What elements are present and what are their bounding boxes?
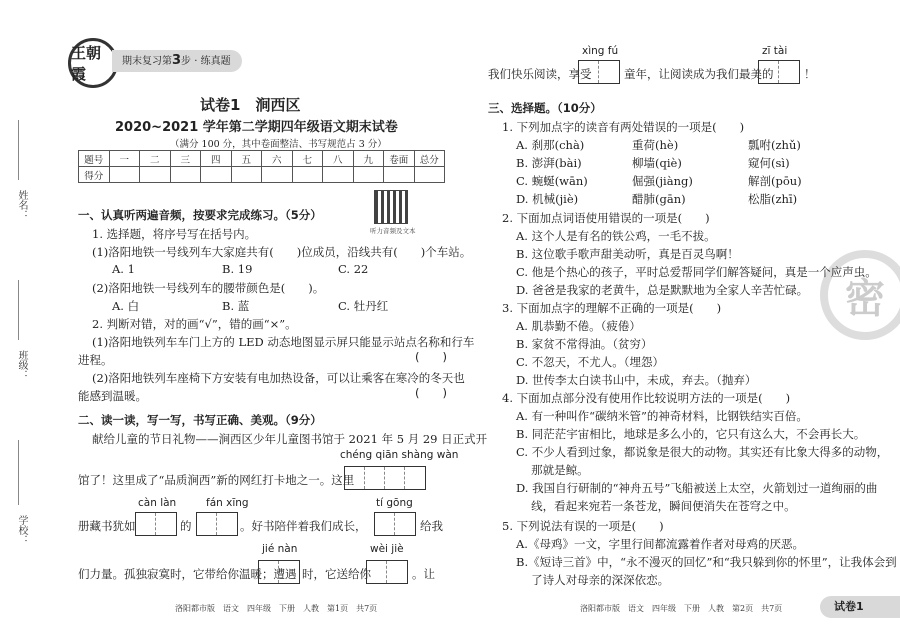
s2-para3a: 册藏书犹如 <box>78 519 136 533</box>
pinyin-xingfu: xìng fú <box>582 45 619 57</box>
s1-q1-2-opt-c: C. 牡丹红 <box>338 299 389 313</box>
s1-q1-2-opt-b: B. 蓝 <box>222 299 250 313</box>
name-line <box>18 120 19 180</box>
score-header-cell: 九 <box>353 151 384 167</box>
class-line <box>18 280 19 340</box>
writing-boxes-7[interactable] <box>578 60 620 84</box>
logo-text: 王朝霞 <box>71 44 102 83</box>
pinyin-fanxing: fán xīng <box>206 497 249 509</box>
s2-para4c: 。让 <box>412 567 435 581</box>
s1-q2-2b: 能感到温暖。 <box>78 389 147 403</box>
s1-q1-1-opt-c: C. 22 <box>338 262 369 276</box>
q4-option: 那就是鲸。 <box>516 463 589 477</box>
q1-option: C. 蜿蜒(wān) <box>516 174 588 188</box>
s2-para1: 献给儿童的节日礼物——涧西区少年儿童图书馆于 2021 年 5 月 29 日正式开 <box>92 432 488 446</box>
s1-q2-1b: 进程。 <box>78 353 113 367</box>
q3-option: B. 家贫不常得油。（贫穷） <box>516 337 653 351</box>
q4-option: A. 有一种叫作“碳纳米管”的神奇材料，比钢铁结实百倍。 <box>516 409 808 423</box>
seal-text: 密 <box>845 274 885 322</box>
score-value-row <box>79 167 445 183</box>
score-header-cell: 五 <box>231 151 262 167</box>
pinyin-tigong: tí gōng <box>376 497 413 509</box>
score-header-cell: 总分 <box>414 151 445 167</box>
q5-option: 了诗人对母亲的深深依恋。 <box>516 573 670 587</box>
banner-step: 3 <box>172 53 182 68</box>
score-cell[interactable] <box>109 167 140 183</box>
pinyin-weijie: wèi jiè <box>370 543 404 555</box>
qr-code <box>374 190 408 224</box>
s2-para3d: 给我 <box>420 519 443 533</box>
school-field-label: 学校： <box>16 515 27 545</box>
writing-boxes-8[interactable] <box>758 60 800 84</box>
paper-note: （满分 100 分，其中卷面整洁、书写规范占 3 分） <box>170 139 387 150</box>
s1-q2-2-answer[interactable]: ( ) <box>415 386 447 400</box>
writing-boxes-3[interactable] <box>196 512 238 536</box>
paper-tag: 试卷1 <box>820 596 900 618</box>
section-1-heading: 一、认真听两遍音频，按要求完成练习。（5分） <box>78 208 322 222</box>
r-line1a: 我们快乐阅读，享受 <box>488 67 592 81</box>
q1-option: 瓢咐(zhǔ) <box>748 138 801 152</box>
q5: 5. 下列说法有误的一项是( ) <box>502 519 664 533</box>
section-3-heading: 三、选择题。（10分） <box>488 101 602 115</box>
writing-boxes-6[interactable] <box>366 560 408 584</box>
writing-boxes-2[interactable] <box>135 512 177 536</box>
score-header-cell: 三 <box>170 151 201 167</box>
class-field-label: 班级： <box>16 350 27 380</box>
score-cell[interactable] <box>414 167 445 183</box>
q3: 3. 下面加点字的理解不正确的一项是( ) <box>502 301 722 315</box>
paper-subtitle: 2020~2021 学年第二学期四年级语文期末试卷 <box>115 120 398 135</box>
s1-q1-1-opt-b: B. 19 <box>222 262 253 276</box>
score-header-cell: 四 <box>201 151 232 167</box>
q4-option: 线，看起来宛若一条苍龙，瞬间便消失在苍穹之中。 <box>516 499 796 513</box>
q1-option: B. 澎湃(bài) <box>516 156 582 170</box>
banner-suffix: 步 · 练真题 <box>181 56 231 67</box>
s1-q1-1: (1)洛阳地铁一号线列车大家庭共有( )位成员，沿线共有( )个车站。 <box>92 245 472 259</box>
q1-option: 松脂(zhī) <box>748 192 798 206</box>
q3-option: D. 世传李太白读书山中，未成，弃去。（抛弃） <box>516 373 757 387</box>
score-cell[interactable] <box>201 167 232 183</box>
score-table <box>78 150 445 183</box>
pinyin-jienan: jié nàn <box>262 543 298 555</box>
q2-option: B. 这位歌手歌声甜美动听，真是百灵鸟啊！ <box>516 247 739 261</box>
q2-option: C. 他是个热心的孩子，平时总爱帮同学们解答疑问，真是一个应声虫。 <box>516 265 877 279</box>
paper-title: 试卷1 涧西区 <box>200 96 301 114</box>
q4-option: C. 不少人看到过象，都说象是很大的动物。其实还有比象大得多的动物， <box>516 445 889 459</box>
score-cell[interactable] <box>231 167 262 183</box>
score-cell[interactable] <box>323 167 354 183</box>
q1-option: 柳墙(qiè) <box>632 156 682 170</box>
q3-option: A. 肌恭勤不倦。（疲倦） <box>516 319 641 333</box>
banner-prefix: 期末复习第 <box>122 56 172 67</box>
score-header-cell: 八 <box>323 151 354 167</box>
q2-option: D. 爸爸是我家的老黄牛，总是默默地为全家人辛苦忙碌。 <box>516 283 809 297</box>
s1-q1-1-opt-a: A. 1 <box>112 262 135 276</box>
score-header-cell: 一 <box>109 151 140 167</box>
s1-q2-2a: (2)洛阳地铁列车座椅下方安装有电加热设备，可以让乘客在寒冷的冬天也 <box>92 371 465 385</box>
s1-q2-1a: (1)洛阳地铁列车车门上方的 LED 动态地图显示屏只能显示站点名称和行车 <box>92 335 475 349</box>
q1-option: 窥何(sì) <box>748 156 790 170</box>
q1: 1. 下列加点字的读音有两处错误的一项是( ) <box>502 120 745 134</box>
score-cell[interactable] <box>170 167 201 183</box>
s1-q1: 1. 选择题，将序号写在括号内。 <box>92 227 257 241</box>
score-header-cell: 题号 <box>79 151 110 167</box>
s1-q1-2-opt-a: A. 白 <box>112 299 140 313</box>
score-header-cell: 七 <box>292 151 323 167</box>
writing-boxes-1[interactable] <box>344 466 426 490</box>
pinyin-chengqianshangwan: chéng qiān shàng wàn <box>340 449 459 461</box>
q1-option: 倔强(jiàng) <box>632 174 693 188</box>
footer-right: 洛阳都市版 语文 四年级 下册 人教 第2页 共7页 <box>580 604 783 613</box>
q5-option: A.《母鸡》一文，字里行间都流露着作者对母鸡的厌恶。 <box>516 537 804 551</box>
score-header-cell: 二 <box>140 151 171 167</box>
writing-boxes-5[interactable] <box>258 560 300 584</box>
brand-logo <box>68 38 118 88</box>
q2-option: A. 这个人是有名的铁公鸡，一毛不拔。 <box>516 229 716 243</box>
footer-left: 洛阳都市版 语文 四年级 下册 人教 第1页 共7页 <box>175 604 378 613</box>
score-cell[interactable] <box>262 167 293 183</box>
q1-option: 解剖(pōu) <box>748 174 802 188</box>
s1-q2-1-answer[interactable]: ( ) <box>415 350 447 364</box>
qr-caption: 听力音频及文本 <box>370 227 416 235</box>
school-line <box>18 440 19 505</box>
q1-option: 重荷(hè) <box>632 138 679 152</box>
s2-para4a: 们力量。孤独寂寞时，它带给你温暖；遭遇 <box>78 567 297 581</box>
writing-boxes-4[interactable] <box>374 512 416 536</box>
q5-option: B.《短诗三首》中，“永不漫灭的回忆”和“我只躲到你的怀里”，让我体会到 <box>516 555 897 569</box>
score-cell[interactable] <box>140 167 171 183</box>
s1-q1-2: (2)洛阳地铁一号线列车的腰带颜色是( )。 <box>92 281 325 295</box>
q1-option: D. 机械(jiè) <box>516 192 579 206</box>
s2-para3c: 。好书陪伴着我们成长， <box>240 519 367 533</box>
s2-para2: 馆了！这里成了“品质涧西”新的网红打卡地之一。这里 <box>78 473 355 487</box>
section-2-heading: 二、读一读，写一写，书写正确、美观。（9分） <box>78 413 322 427</box>
q2: 2. 下面加点词语使用错误的一项是( ) <box>502 211 710 225</box>
pinyin-zitai: zī tài <box>762 45 788 57</box>
score-header-cell: 卷面 <box>384 151 415 167</box>
q4: 4. 下面加点部分没有使用作比较说明方法的一项是( ) <box>502 391 791 405</box>
score-row-label: 得分 <box>79 167 110 183</box>
name-field-label: 姓名： <box>16 190 27 220</box>
s1-q2: 2. 判断对错，对的画“√”，错的画“×”。 <box>92 317 297 331</box>
r-line1b: 童年，让阅读成为我们最美的 <box>624 67 774 81</box>
score-cell[interactable] <box>353 167 384 183</box>
q3-option: C. 不忽天，不尤人。（埋怨） <box>516 355 664 369</box>
step-banner <box>112 50 242 72</box>
q1-option: 醋肺(gān) <box>632 192 686 206</box>
score-cell[interactable] <box>292 167 323 183</box>
q1-option: A. 刹那(chà) <box>516 138 585 152</box>
s2-para4b: 时，它送给你 <box>302 567 371 581</box>
s2-para3b: 的 <box>180 519 192 533</box>
q4-option: B. 同茫茫宇宙相比，地球是多么小的，它只有这么大，不会再长大。 <box>516 427 866 441</box>
pinyin-canlan: càn làn <box>138 497 177 509</box>
score-header-row <box>79 151 445 167</box>
r-line1c: ！ <box>804 67 816 81</box>
q4-option: D. 我国自行研制的“神舟五号”飞船被送上太空，火箭划过一道绚丽的曲 <box>516 481 878 495</box>
score-cell[interactable] <box>384 167 415 183</box>
score-header-cell: 六 <box>262 151 293 167</box>
